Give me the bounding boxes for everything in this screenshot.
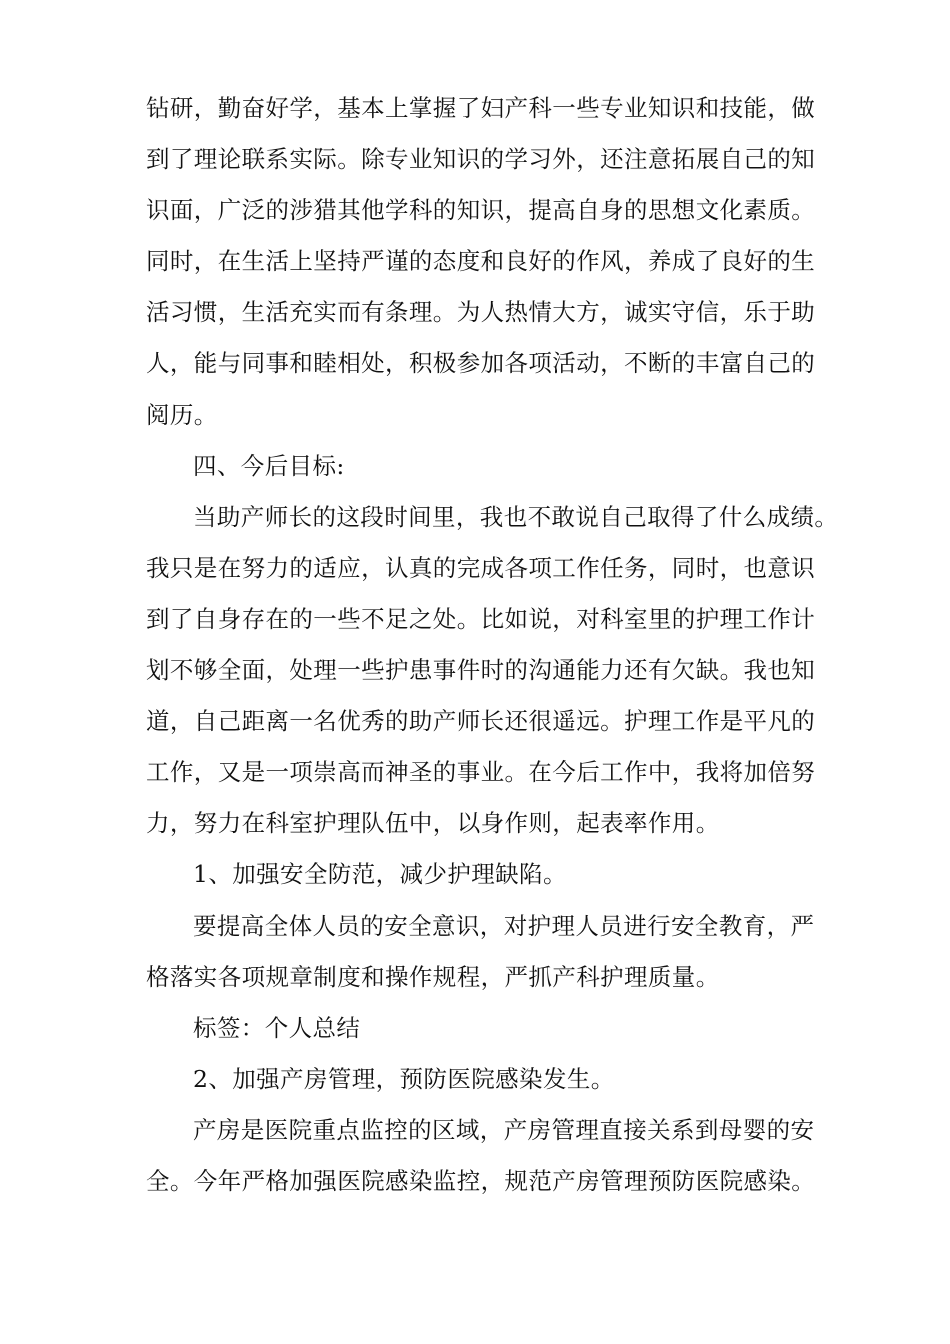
- tag-line: 标签：个人总结: [193, 1013, 361, 1042]
- text-line: 识面，广泛的涉猎其他学科的知识，提高自身的思想文化素质。: [146, 196, 816, 225]
- text-line: 人，能与同事和睦相处，积极参加各项活动，不断的丰富自己的: [146, 349, 816, 378]
- list-item-heading: 1、加强安全防范，减少护理缺陷。: [193, 860, 567, 889]
- text-line: 到了理论联系实际。除专业知识的学习外，还注意拓展自己的知: [146, 145, 816, 174]
- section-heading: 四、今后目标:: [193, 451, 345, 480]
- document-body: [146, 83, 839, 1207]
- text-line: 工作，又是一项崇高而神圣的事业。在今后工作中，我将加倍努: [146, 758, 816, 787]
- text-line: 当助产师长的这段时间里，我也不敢说自己取得了什么成绩。: [193, 502, 839, 531]
- text-line: 同时，在生活上坚持严谨的态度和良好的作风，养成了良好的生: [146, 247, 816, 276]
- text-line: 格落实各项规章制度和操作规程，严抓产科护理质量。: [146, 962, 720, 991]
- text-line: 钻研，勤奋好学，基本上掌握了妇产科一些专业知识和技能，做: [146, 94, 816, 122]
- text-line: 活习惯，生活充实而有条理。为人热情大方，诚实守信，乐于助: [146, 298, 816, 327]
- text-line: 我只是在努力的适应，认真的完成各项工作任务，同时，也意识: [146, 553, 816, 582]
- text-line: 要提高全体人员的安全意识，对护理人员进行安全教育，严: [193, 911, 815, 940]
- text-line: 力，努力在科室护理队伍中，以身作则，起表率作用。: [146, 809, 720, 838]
- text-line: 阅历。: [146, 400, 218, 429]
- text-line: 产房是医院重点监控的区域，产房管理直接关系到母婴的安: [193, 1115, 815, 1144]
- text-line: 全。今年严格加强医院感染监控，规范产房管理预防医院感染。: [146, 1166, 816, 1195]
- text-line: 到了自身存在的一些不足之处。比如说，对科室里的护理工作计: [146, 604, 816, 633]
- list-item-heading: 2、加强产房管理，预防医院感染发生。: [193, 1064, 615, 1093]
- text-line: 道，自己距离一名优秀的助产师长还很遥远。护理工作是平凡的: [146, 707, 816, 736]
- text-line: 划不够全面，处理一些护患事件时的沟通能力还有欠缺。我也知: [146, 656, 816, 685]
